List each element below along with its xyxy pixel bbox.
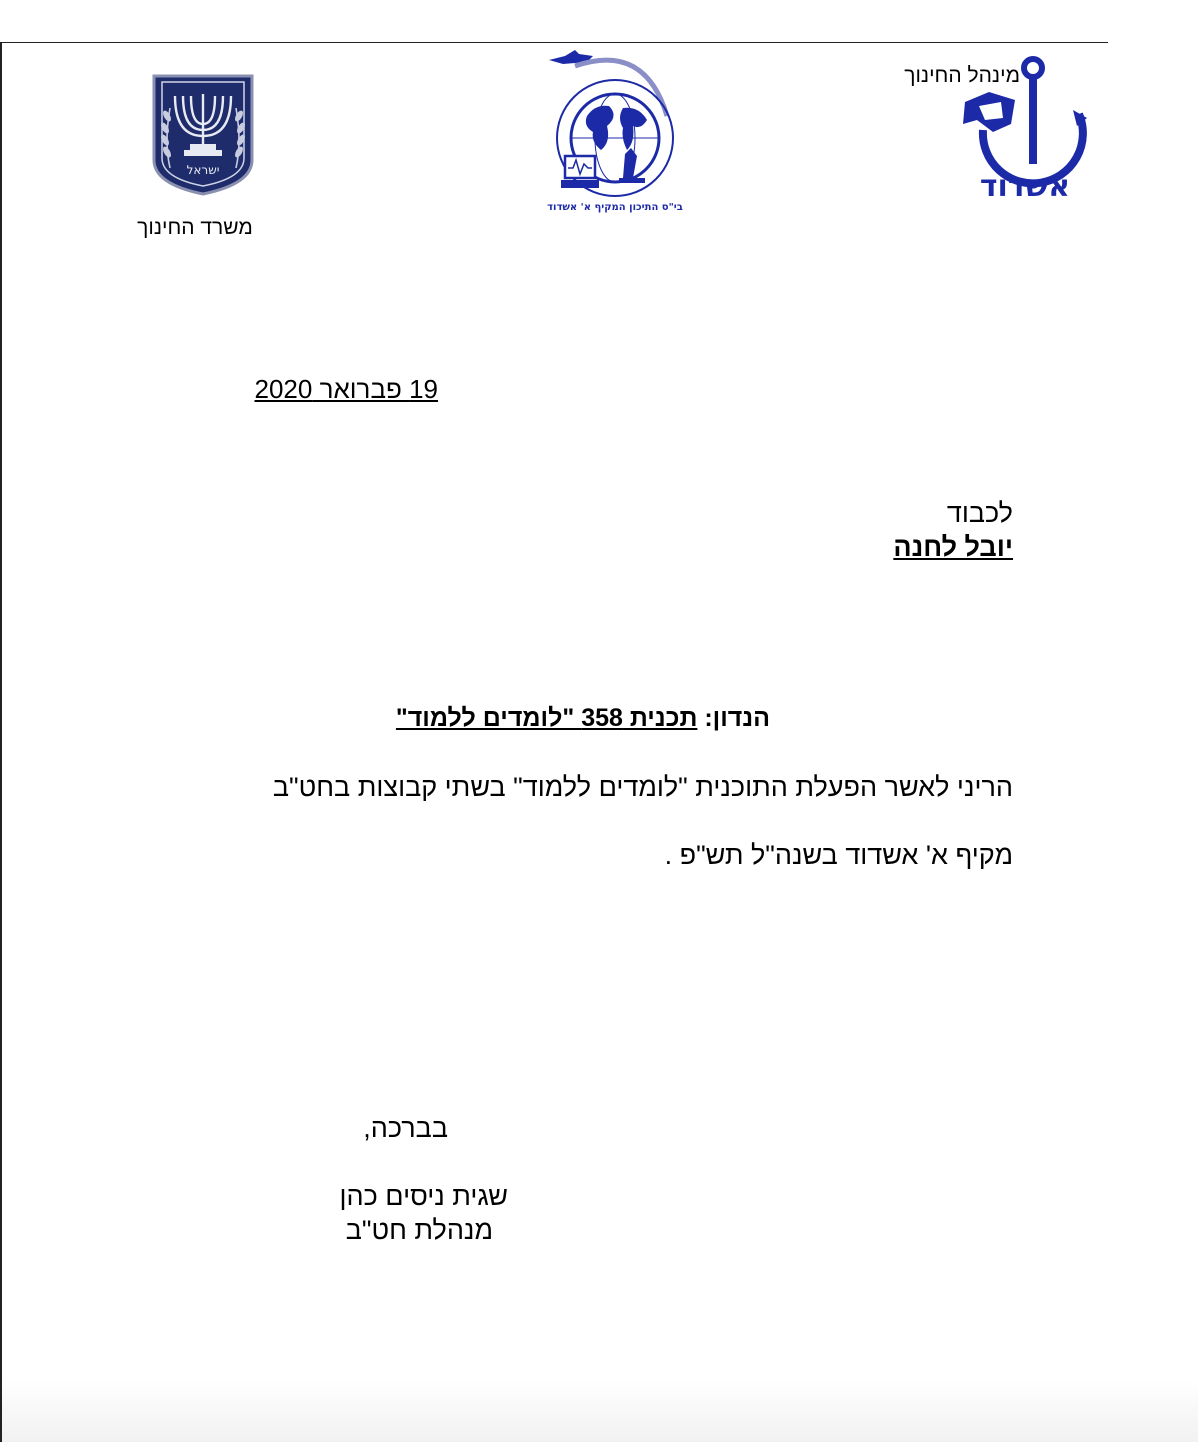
subject-title: תכנית 358 "לומדים ללמוד" — [395, 704, 698, 732]
subject-line — [200, 704, 770, 733]
signer-name: שגית ניסים כהן — [339, 1181, 508, 1211]
subject-prefix: הנדון: — [704, 704, 770, 732]
school-logo — [535, 46, 695, 216]
admin-label: מינהל החינוך — [904, 64, 1020, 87]
city-logo-lettering: אשדוד — [979, 169, 1071, 204]
closing: בברכה, — [363, 1113, 448, 1143]
page-left-edge — [0, 42, 2, 1442]
ministry-label: משרד החינוך — [137, 216, 253, 239]
recipient-name: יובל לחנה — [893, 532, 1013, 562]
school-logo-lettering: בי"ס התיכון המקיף א' אשדוד — [547, 202, 683, 213]
body-line-2: מקיף א' אשדוד בשנה"ל תש"פ . — [664, 840, 1013, 870]
letter-date: 19 פברואר 2020 — [254, 374, 438, 404]
signer-role: מנהלת חט"ב — [345, 1215, 493, 1245]
body-line-1: הריני לאשר הפעלת התוכנית "לומדים ללמוד" בשתי קבוצות בחט"ב — [272, 772, 1013, 802]
state-emblem-logo — [150, 72, 256, 198]
salutation: לכבוד — [946, 498, 1013, 528]
emblem-lettering: ישראל — [186, 163, 220, 177]
header-rule — [2, 42, 1108, 43]
